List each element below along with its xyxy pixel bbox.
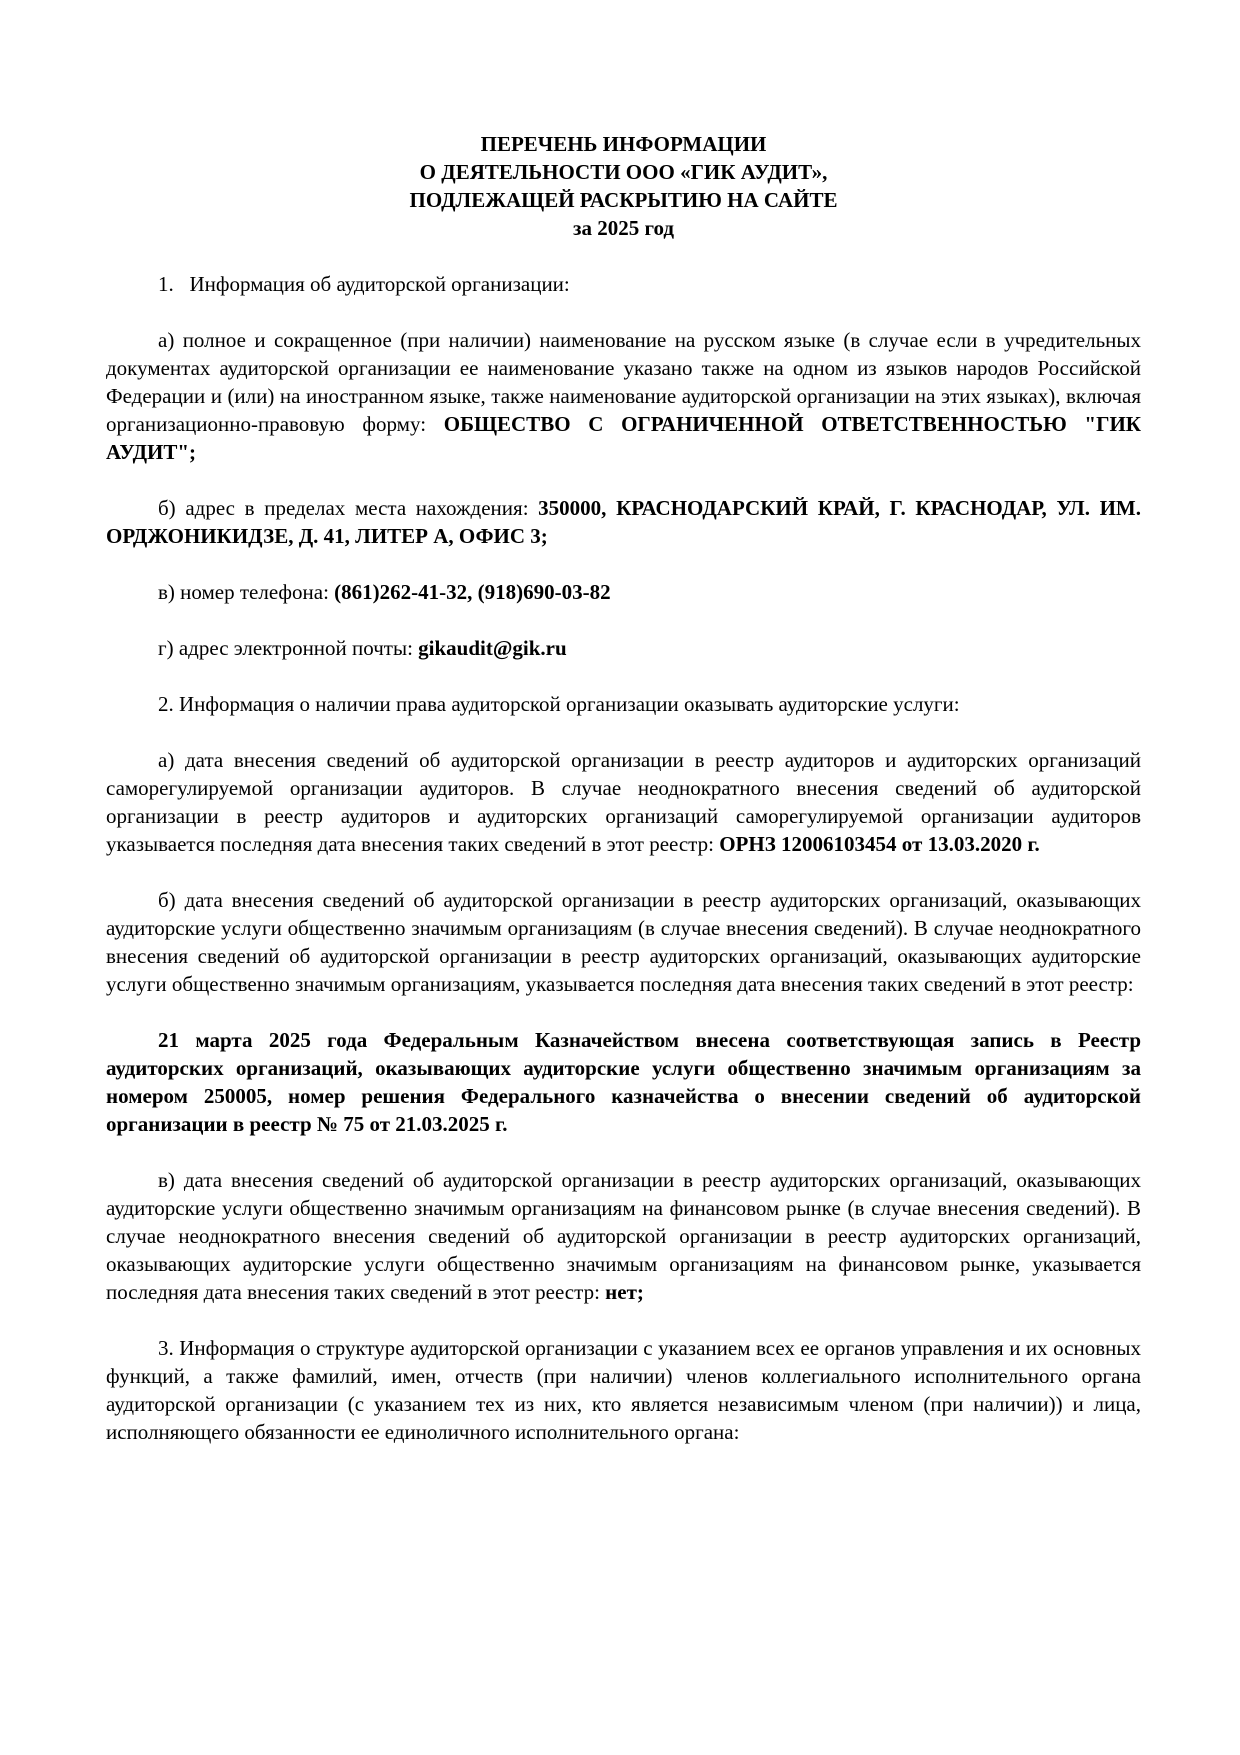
item-2-heading [106, 690, 1141, 718]
item-1-heading-run-0: 1. Информация об аудиторской организации: [158, 272, 570, 296]
item-2a-paragraph [106, 746, 1141, 858]
item-1a-paragraph-run-0: а) полное и сокращенное (при наличии) наименование на русском языке (в случае если в учредительных документах аудиторской организации ее наименование указано также на одном из языков народов Российской Федерации и (или) на иностранном языке, также наименование аудиторской организации на этих языках), включая организационно-правовую форму: [106, 328, 1141, 436]
item-2v-paragraph-run-0: в) дата внесения сведений об аудиторской организации в реестр аудиторских организаций, оказывающих аудиторские услуги общественно значимым организациям на финансовом рынке (в случае внесения сведений). В случае неоднократного внесения сведений об аудиторской организации в реестр аудиторских организаций, оказывающих аудиторские услуги общественно значимым организациям на финансовом рынке, указывается последняя дата внесения таких сведений в этот реестр: [106, 1168, 1141, 1304]
item-1a-paragraph [106, 326, 1141, 466]
item-1v-paragraph-run-1: (861)262-41-32, (918)690-03-82 [334, 580, 611, 604]
title-line-4-run-0: за 2025 год [573, 216, 674, 240]
item-2a-paragraph-run-1: ОРНЗ 12006103454 от 13.03.2020 г. [719, 832, 1040, 856]
item-1b-paragraph [106, 494, 1141, 550]
item-1v-paragraph-run-0: в) номер телефона: [158, 580, 335, 604]
item-2b-paragraph-run-0: б) дата внесения сведений об аудиторской организации в реестр аудиторских организаций, оказывающих аудиторские услуги общественно значимым организациям (в случае внесения сведений). В случае неоднократного внесения сведений об аудиторской организации в реестр аудиторских организаций, оказывающих аудиторские услуги общественно значимым организациям, указывается последняя дата внесения таких сведений в этот реестр: [106, 888, 1141, 996]
item-1g-paragraph-run-0: г) адрес электронной почты: [158, 636, 419, 660]
item-1v-paragraph [106, 578, 1141, 606]
item-3-heading [106, 1334, 1141, 1446]
item-1a-paragraph-run-1: ОБЩЕСТВО С ОГРАНИЧЕННОЙ ОТВЕТСТВЕННОСТЬЮ "ГИК АУДИТ"; [106, 412, 1142, 464]
title-line-1 [106, 130, 1141, 158]
title-line-2 [106, 158, 1141, 186]
item-1b-paragraph-run-1: 350000, КРАСНОДАРСКИЙ КРАЙ, Г. КРАСНОДАР, УЛ. ИМ. ОРДЖОНИКИДЗЕ, Д. 41, ЛИТЕР А, ОФИС 3; [106, 496, 1141, 548]
item-2v-paragraph [106, 1166, 1141, 1306]
title-line-4 [106, 214, 1141, 242]
item-2-heading-run-0: 2. Информация о наличии права аудиторской организации оказывать аудиторские услуги: [158, 692, 960, 716]
title-line-3 [106, 186, 1141, 214]
title-line-1-run-0: ПЕРЕЧЕНЬ ИНФОРМАЦИИ [480, 132, 767, 156]
item-1-heading [106, 270, 1141, 298]
document-content [106, 130, 1141, 1446]
registry-entry-paragraph [106, 1026, 1141, 1138]
item-2v-paragraph-run-1: нет; [605, 1280, 644, 1304]
item-3-heading-run-0: 3. Информация о структуре аудиторской организации с указанием всех ее органов управления и их основных функций, а также фамилий, имен, отчеств (при наличии) членов коллегиального исполнительного органа аудиторской организации (с указанием тех из них, кто является независимым членом (при наличии)) и лица, исполняющего обязанности ее единоличного исполнительного органа: [106, 1336, 1141, 1444]
item-2a-paragraph-run-0: а) дата внесения сведений об аудиторской организации в реестр аудиторов и аудиторских организаций саморегулируемой организации аудиторов. В случае неоднократного внесения сведений об аудиторской организации в реестр аудиторов и аудиторских организаций саморегулируемой организации аудиторов указывается последняя дата внесения таких сведений в этот реестр: [106, 748, 1141, 856]
item-1g-paragraph [106, 634, 1141, 662]
item-2b-paragraph [106, 886, 1141, 998]
item-1b-paragraph-run-0: б) адрес в пределах места нахождения: [158, 496, 539, 520]
title-line-2-run-0: О ДЕЯТЕЛЬНОСТИ ООО «ГИК АУДИТ», [419, 160, 828, 184]
registry-entry-paragraph-run-0: 21 марта 2025 года Федеральным Казначейством внесена соответствующая запись в Реестр аудиторских организаций, оказывающих аудиторские услуги общественно значимым организациям за номером 250005, номер решения Федерального казначейства о внесении сведений об аудиторской организации в реестр № 75 от 21.03.2025 г. [106, 1028, 1141, 1136]
item-1g-paragraph-run-1: gikaudit@gik.ru [418, 636, 567, 660]
title-line-3-run-0: ПОДЛЕЖАЩЕЙ РАСКРЫТИЮ НА САЙТЕ [409, 188, 838, 212]
